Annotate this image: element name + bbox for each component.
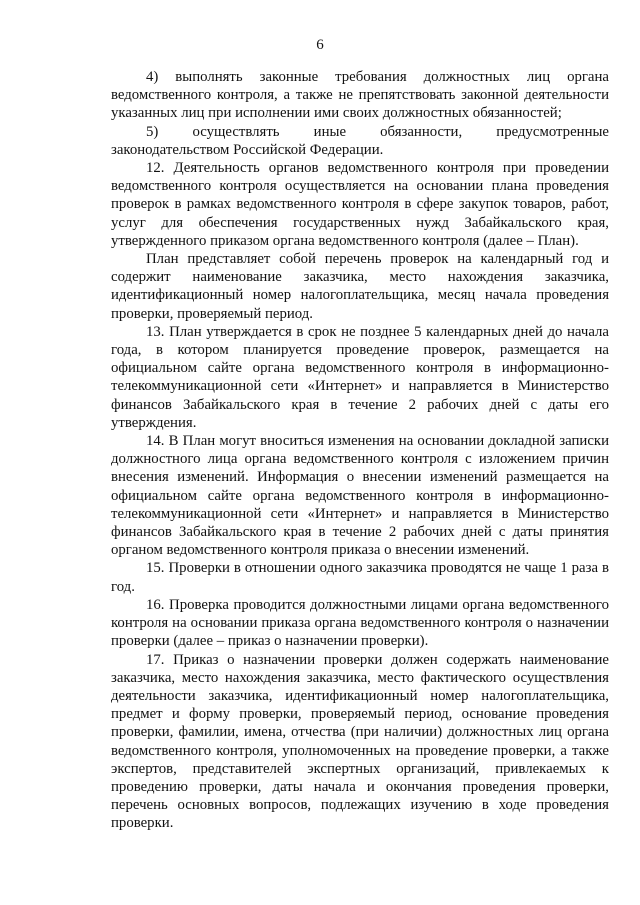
paragraph-clause-15: 15. Проверки в отношении одного заказчика проводятся не чаще 1 раза в год.	[111, 560, 609, 595]
paragraph-clause-14: 14. В План могут вноситься изменения на основании докладной записки должностного лица органа ведомственного контроля с изложением причин внесения изменений. Информация о внесении изменений размещается на официальном сайте органа ведомственного контроля в информационно-телекоммуникационной сети «Интернет» и направляется в Министерство финансов Забайкальского края в течение 2 рабочих дней с даты принятия органом ведомственного контроля приказа о внесении изменений.	[111, 433, 609, 559]
paragraph-item-5: 5) осуществлять иные обязанности, предусмотренные законодательством Российской Федерации.	[111, 123, 609, 158]
paragraph-item-4: 4) выполнять законные требования должностных лиц органа ведомственного контроля, а также не препятствовать законной деятельности указанных лиц при исполнении ими своих должностных обязанностей;	[111, 69, 609, 122]
paragraph-clause-17: 17. Приказ о назначении проверки должен содержать наименование заказчика, место нахождения заказчика, место фактического осуществления деятельности заказчика, идентификационный номер налогоплательщика, предмет и форму проверки, проверяемый период, основание проведения проверки, фамилии, имена, отчества (при наличии) должностных лиц органа ведомственного контроля, уполномоченных на проведение проверки, а также экспертов, представителей экспертных организаций, привлекаемых к проведению проверки, даты начала и окончания проведения проверки, перечень основных вопросов, подлежащих изучению в ходе проведения проверки.	[111, 651, 609, 832]
page-number: 6	[316, 37, 324, 53]
paragraph-clause-16: 16. Проверка проводится должностными лицами органа ведомственного контроля на основании приказа органа ведомственного контроля о назначении проверки (далее – приказ о назначении проверки).	[111, 596, 609, 650]
paragraph-clause-13: 13. План утверждается в срок не позднее 5 календарных дней до начала года, в котором планируется проведение проверок, размещается на официальном сайте органа ведомственного контроля в информационно-телекоммуникационной сети «Интернет» и направляется в Министерство финансов Забайкальского края в течение 2 рабочих дней с даты его утверждения.	[111, 323, 609, 431]
paragraph-clause-12: 12. Деятельность органов ведомственного контроля при проведении ведомственного контроля осуществляется на основании плана проведения проверок в рамках ведомственного контроля в сфере закупок товаров, работ, услуг для обеспечения государственных нужд Забайкальского края, утвержденного приказом органа ведомственного контроля (далее – План).	[111, 160, 609, 249]
document-body	[111, 68, 609, 833]
paragraph-plan-description: План представляет собой перечень проверок на календарный год и содержит наименование заказчика, место нахождения заказчика, идентификационный номер налогоплательщика, месяц начала проведения проверки, проверяемый период.	[111, 251, 609, 322]
